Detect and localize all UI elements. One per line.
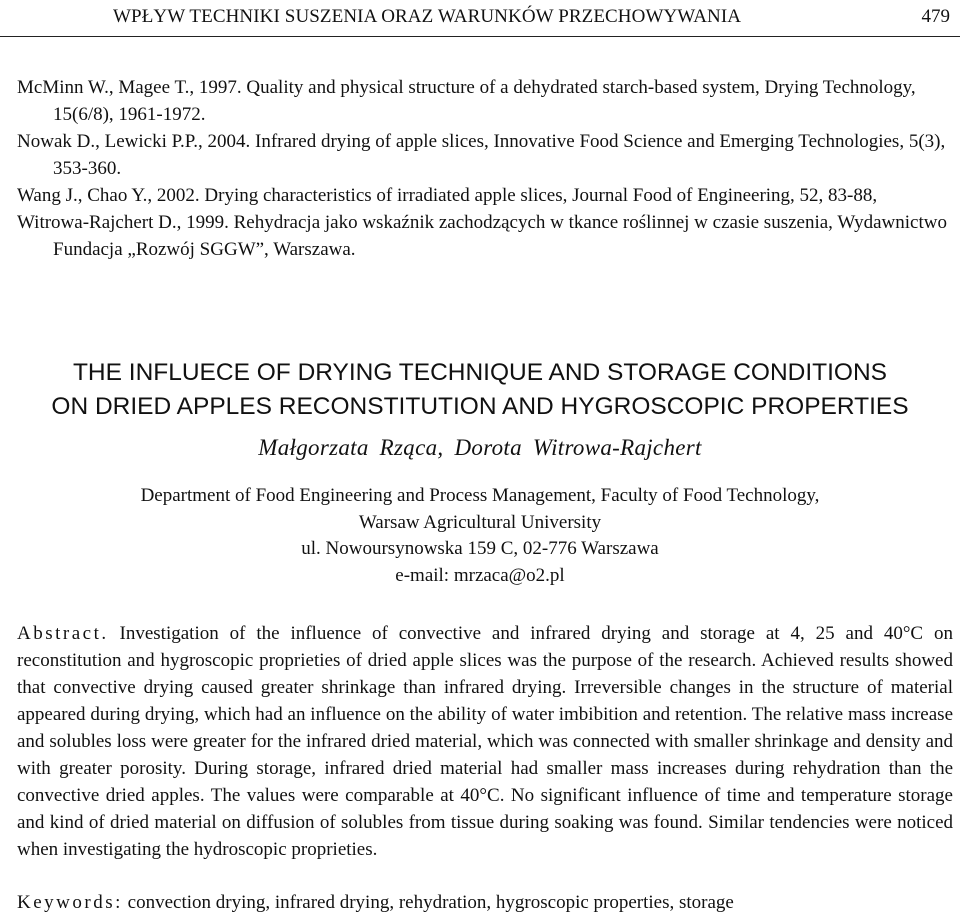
affiliation	[0, 483, 960, 589]
page-number: 479	[921, 6, 950, 27]
author-list: Małgorzata Rząca, Dorota Witrowa-Rajchert	[258, 435, 702, 460]
abstract-label: Abstract.	[17, 623, 109, 644]
abstract-text: Investigation of the influence of convective and infrared drying and storage at 4, 25 and 40°C on reconstitution and hygroscopic proprieties of dried apple slices was the purpose of the research. Achieved results showed that convective drying caused greater shrinkage than infrared drying. Irreversible changes in the structure of material appeared during drying, which had an influence on the ability of water imbibition and retention. The relative mass increase and solubles loss were greater for the infrared dried material, which was connected with smaller shrinkage and density and with greater porosity. During storage, infrared dried material had smaller mass increases during rehydration than the convective dried apples. The values were comparable at 40°C. No significant influence of time and temperature storage and kind of dried material on diffusion of solubles from tissue during soaking was found. Similar tendencies were noticed when investigating the hydroscopic proprieties.	[17, 623, 953, 860]
affiliation-department: Department of Food Engineering and Process Management, Faculty of Food Technology,	[140, 485, 820, 506]
running-header	[0, 0, 960, 37]
affiliation-university: Warsaw Agricultural University	[358, 511, 602, 533]
reference-item: McMinn W., Magee T., 1997. Quality and physical structure of a dehydrated starch-based system, Drying Technology, 15(6/8), 1961-1972.	[17, 77, 916, 125]
paper-title-line-2: ON DRIED APPLES RECONSTITUTION AND HYGROSCOPIC PROPERTIES	[51, 393, 909, 420]
reference-list	[17, 74, 953, 263]
affiliation-address: ul. Nowoursynowska 159 C, 02-776 Warszawa	[301, 538, 659, 559]
reference-item: Nowak D., Lewicki P.P., 2004. Infrared drying of apple slices, Innovative Food Science and Emerging Technologies, 5(3), 353-360.	[17, 131, 946, 179]
keywords-label: Keywords:	[17, 892, 123, 913]
reference-item: Wang J., Chao Y., 2002. Drying characteristics of irradiated apple slices, Journal Food of Engineering, 52, 83-88,	[17, 185, 878, 206]
paper-title-line-1: THE INFLUECE OF DRYING TECHNIQUE AND STORAGE CONDITIONS	[72, 359, 888, 386]
reference-item: Witrowa-Rajchert D., 1999. Rehydracja jako wskaźnik zachodzących w tkance roślinnej w czasie suszenia, Wydawnictwo Fundacja „Rozwój SGGW”, Warszawa.	[17, 212, 947, 260]
running-header-title: WPŁYW TECHNIKI SUSZENIA ORAZ WARUNKÓW PRZECHOWYWANIA	[113, 6, 742, 27]
keywords-text: convection drying, infrared drying, rehydration, hygroscopic properties, storage	[127, 892, 734, 913]
abstract	[17, 620, 953, 863]
affiliation-email[interactable]: e-mail: mrzaca@o2.pl	[395, 564, 565, 586]
keywords	[17, 889, 953, 916]
paper-title	[0, 356, 960, 424]
